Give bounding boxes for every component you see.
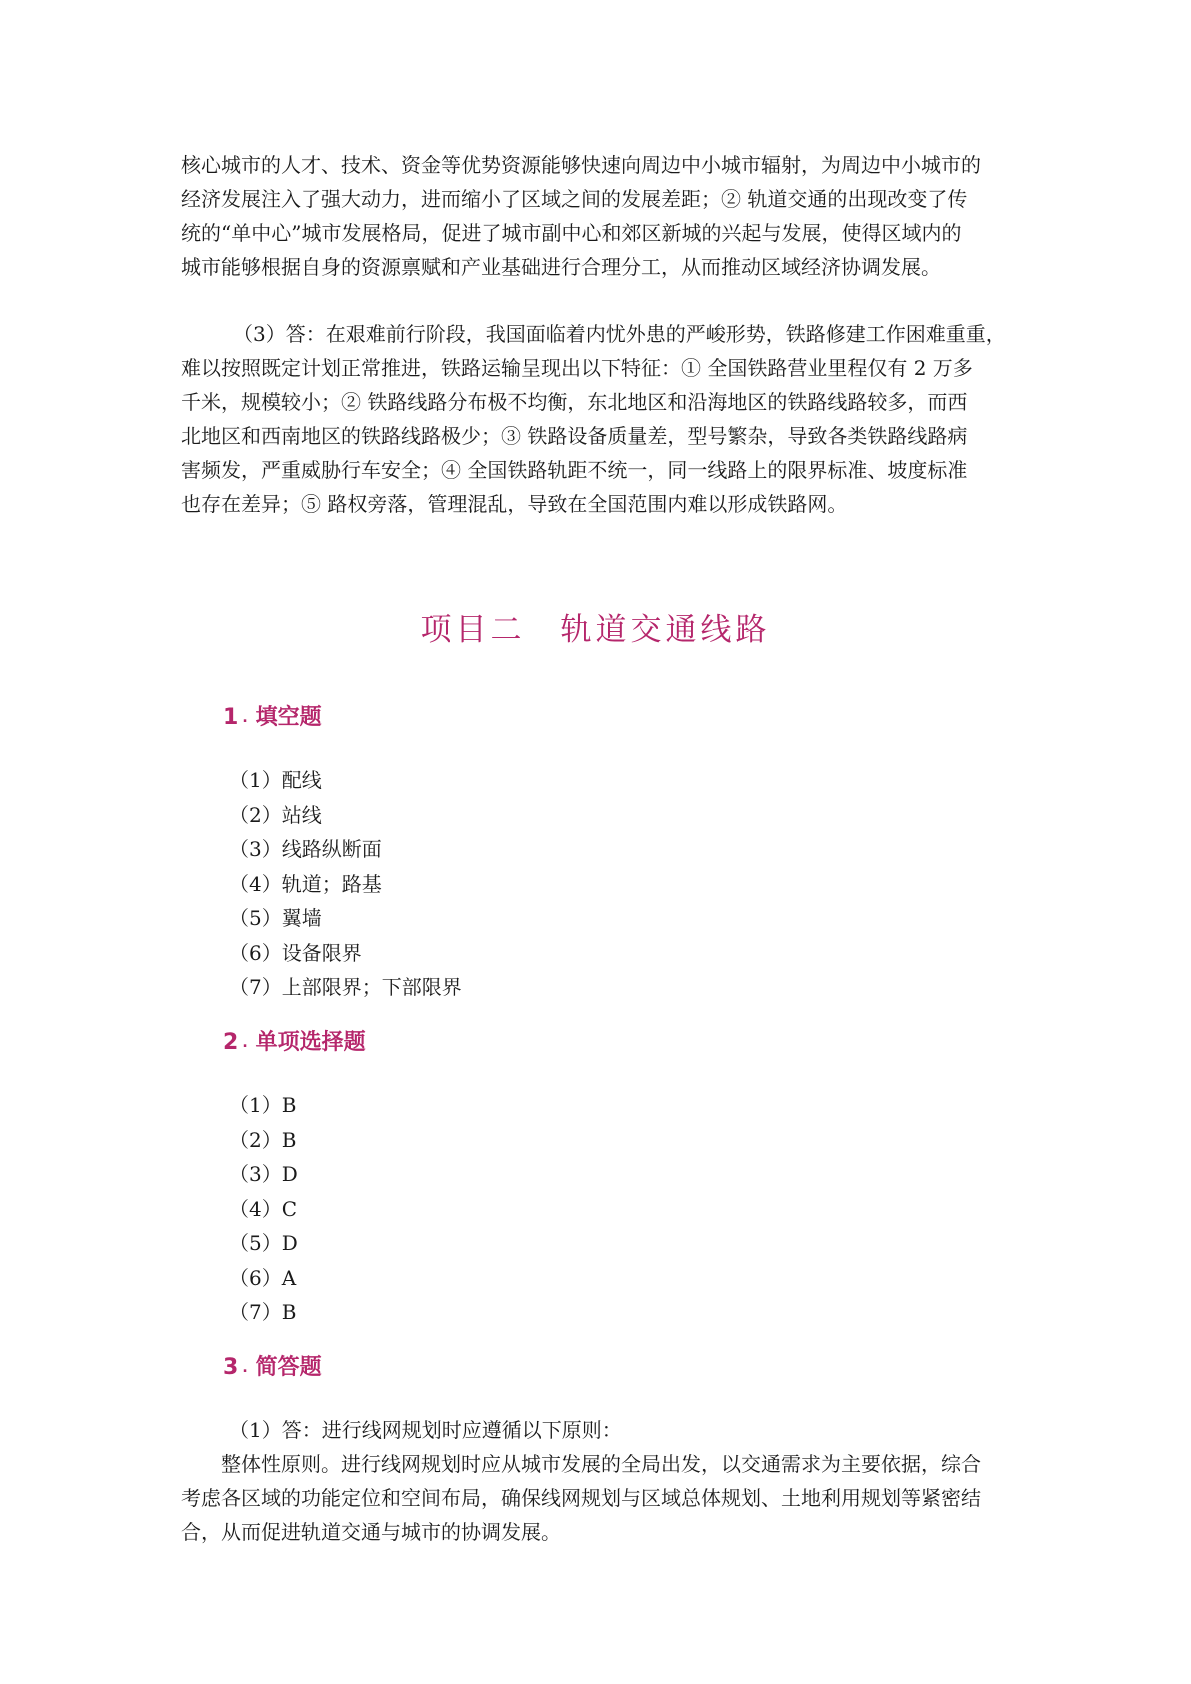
list-item: （4）轨道；路基	[229, 871, 382, 896]
paragraph-line: 城市能够根据自身的资源禀赋和产业基础进行合理分工，从而推动区域经济协调发展。	[181, 255, 941, 279]
fill-in-answer-list	[229, 763, 462, 1005]
section-number: 3	[223, 1355, 239, 1380]
section-heading-short-answer	[223, 1350, 322, 1381]
paragraph-line: 考虑各区域的功能定位和空间布局，确保线网规划与区域总体规划、土地利用规划等紧密结	[181, 1486, 981, 1510]
section-number: 2	[223, 1030, 239, 1055]
section-dot: .	[242, 1035, 248, 1051]
paragraph-line: 经济发展注入了强大动力，进而缩小了区域之间的发展差距；② 轨道交通的出现改变了传	[181, 187, 968, 211]
list-item: （7）上部限界；下部限界	[229, 975, 462, 999]
section-dot: .	[242, 710, 248, 726]
paragraph-line: （3）答：在艰难前行阶段，我国面临着内忧外患的严峻形势，铁路修建工作困难重重，	[233, 322, 1006, 346]
short-answer-block	[181, 1413, 1013, 1549]
short-answer-intro: （1）答：进行线网规划时应遵循以下原则：	[229, 1418, 622, 1442]
project-title: 项目二 轨道交通线路	[420, 612, 771, 648]
list-item: （7）B	[229, 1300, 297, 1324]
paragraph-line: 合，从而促进轨道交通与城市的协调发展。	[181, 1520, 561, 1544]
paragraph-line: 北地区和西南地区的铁路线路极少；③ 铁路设备质量差，型号繁杂，导致各类铁路线路病	[181, 424, 968, 448]
section-dot: .	[242, 1360, 248, 1376]
list-item: （5）D	[229, 1231, 298, 1255]
single-choice-answer-list	[229, 1088, 298, 1330]
list-item: （5）翼墙	[229, 906, 322, 930]
paragraph-line: 统的“单中心”城市发展格局，促进了城市副中心和郊区新城的兴起与发展，使得区域内的	[181, 221, 962, 245]
section-title: 单项选择题	[255, 1030, 366, 1055]
list-item: （1）B	[229, 1093, 297, 1117]
answer-3-paragraph	[181, 317, 1013, 521]
section-title: 简答题	[255, 1355, 322, 1380]
paragraph-line: 害频发，严重威胁行车安全；④ 全国铁路轨距不统一，同一线路上的限界标准、坡度标准	[181, 458, 968, 482]
list-item: （3）D	[229, 1162, 298, 1186]
paragraph-line: 整体性原则。进行线网规划时应从城市发展的全局出发，以交通需求为主要依据，综合	[221, 1452, 981, 1476]
list-item: （4）C	[229, 1196, 298, 1221]
list-item: （2）B	[229, 1127, 297, 1152]
list-item: （3）线路纵断面	[229, 837, 382, 861]
list-item: （6）设备限界	[229, 940, 362, 965]
list-item: （6）A	[229, 1265, 297, 1290]
paragraph-line: 也存在差异；⑤ 路权旁落，管理混乱，导致在全国范围内难以形成铁路网。	[181, 492, 848, 516]
continued-paragraph	[181, 148, 1013, 284]
list-item: （1）配线	[229, 768, 322, 792]
paragraph-line: 千米，规模较小；② 铁路线路分布极不均衡，东北地区和沿海地区的铁路线路较多，而西	[181, 390, 968, 414]
section-heading-single-choice	[223, 1025, 366, 1056]
section-number: 1	[223, 705, 239, 730]
list-item: （2）站线	[229, 802, 322, 827]
section-title: 填空题	[255, 705, 322, 730]
paragraph-line: 核心城市的人才、技术、资金等优势资源能够快速向周边中小城市辐射，为周边中小城市的	[181, 153, 981, 177]
section-heading-fill-in	[223, 700, 322, 731]
paragraph-line: 难以按照既定计划正常推进，铁路运输呈现出以下特征：① 全国铁路营业里程仅有 2 万多	[181, 356, 973, 380]
